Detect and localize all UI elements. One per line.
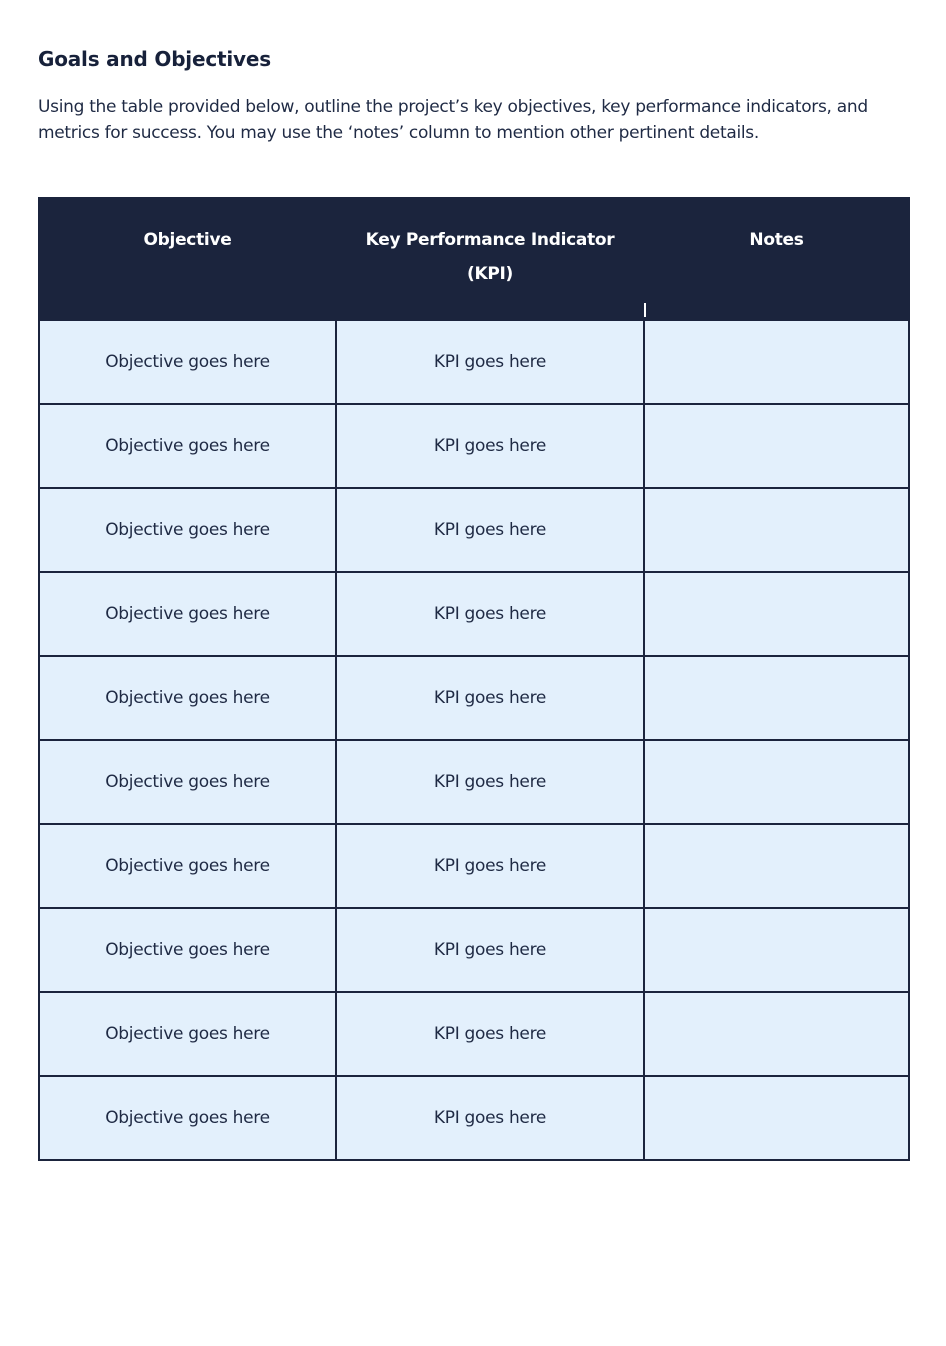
header-objective: Objective	[39, 198, 336, 320]
kpi-cell[interactable]: KPI goes here	[336, 824, 644, 908]
header-kpi: Key Performance Indicator (KPI)	[336, 198, 644, 320]
kpi-cell[interactable]: KPI goes here	[336, 740, 644, 824]
table-row	[39, 992, 909, 1076]
kpi-cell[interactable]: KPI goes here	[336, 320, 644, 404]
objective-cell[interactable]: Objective goes here	[39, 656, 336, 740]
table-row	[39, 908, 909, 992]
kpi-cell[interactable]: KPI goes here	[336, 656, 644, 740]
notes-cell[interactable]	[644, 656, 909, 740]
kpi-cell[interactable]: KPI goes here	[336, 1076, 644, 1160]
notes-cell[interactable]	[644, 404, 909, 488]
kpi-cell[interactable]: KPI goes here	[336, 404, 644, 488]
table-row	[39, 320, 909, 404]
objective-cell[interactable]: Objective goes here	[39, 824, 336, 908]
kpi-cell[interactable]: KPI goes here	[336, 488, 644, 572]
header-notes: Notes	[644, 198, 909, 320]
notes-cell[interactable]	[644, 824, 909, 908]
intro-paragraph: Using the table provided below, outline the project’s key objectives, key performance indicators, and metrics for success. You may use the ‘notes’ column to mention other pertinent details.	[38, 97, 868, 143]
objective-cell[interactable]: Objective goes here	[39, 404, 336, 488]
table-row	[39, 740, 909, 824]
objective-cell[interactable]: Objective goes here	[39, 572, 336, 656]
notes-cell[interactable]	[644, 320, 909, 404]
table-row	[39, 824, 909, 908]
table-row	[39, 656, 909, 740]
objective-cell[interactable]: Objective goes here	[39, 1076, 336, 1160]
kpi-cell[interactable]: KPI goes here	[336, 992, 644, 1076]
table-row	[39, 404, 909, 488]
objective-cell[interactable]: Objective goes here	[39, 488, 336, 572]
page-title: Goals and Objectives	[38, 47, 271, 71]
notes-cell[interactable]	[644, 740, 909, 824]
table-header-row	[39, 198, 909, 320]
notes-cell[interactable]	[644, 1076, 909, 1160]
text-cursor	[644, 303, 646, 317]
kpi-cell[interactable]: KPI goes here	[336, 572, 644, 656]
document-page	[38, 44, 908, 146]
notes-cell[interactable]	[644, 488, 909, 572]
objective-cell[interactable]: Objective goes here	[39, 320, 336, 404]
kpi-cell[interactable]: KPI goes here	[336, 908, 644, 992]
objective-cell[interactable]: Objective goes here	[39, 908, 336, 992]
objective-cell[interactable]: Objective goes here	[39, 740, 336, 824]
table-row	[39, 488, 909, 572]
objective-cell[interactable]: Objective goes here	[39, 992, 336, 1076]
notes-cell[interactable]	[644, 908, 909, 992]
notes-cell[interactable]	[644, 572, 909, 656]
notes-cell[interactable]	[644, 992, 909, 1076]
table-row	[39, 572, 909, 656]
table-row	[39, 1076, 909, 1160]
goals-table	[38, 197, 910, 1161]
